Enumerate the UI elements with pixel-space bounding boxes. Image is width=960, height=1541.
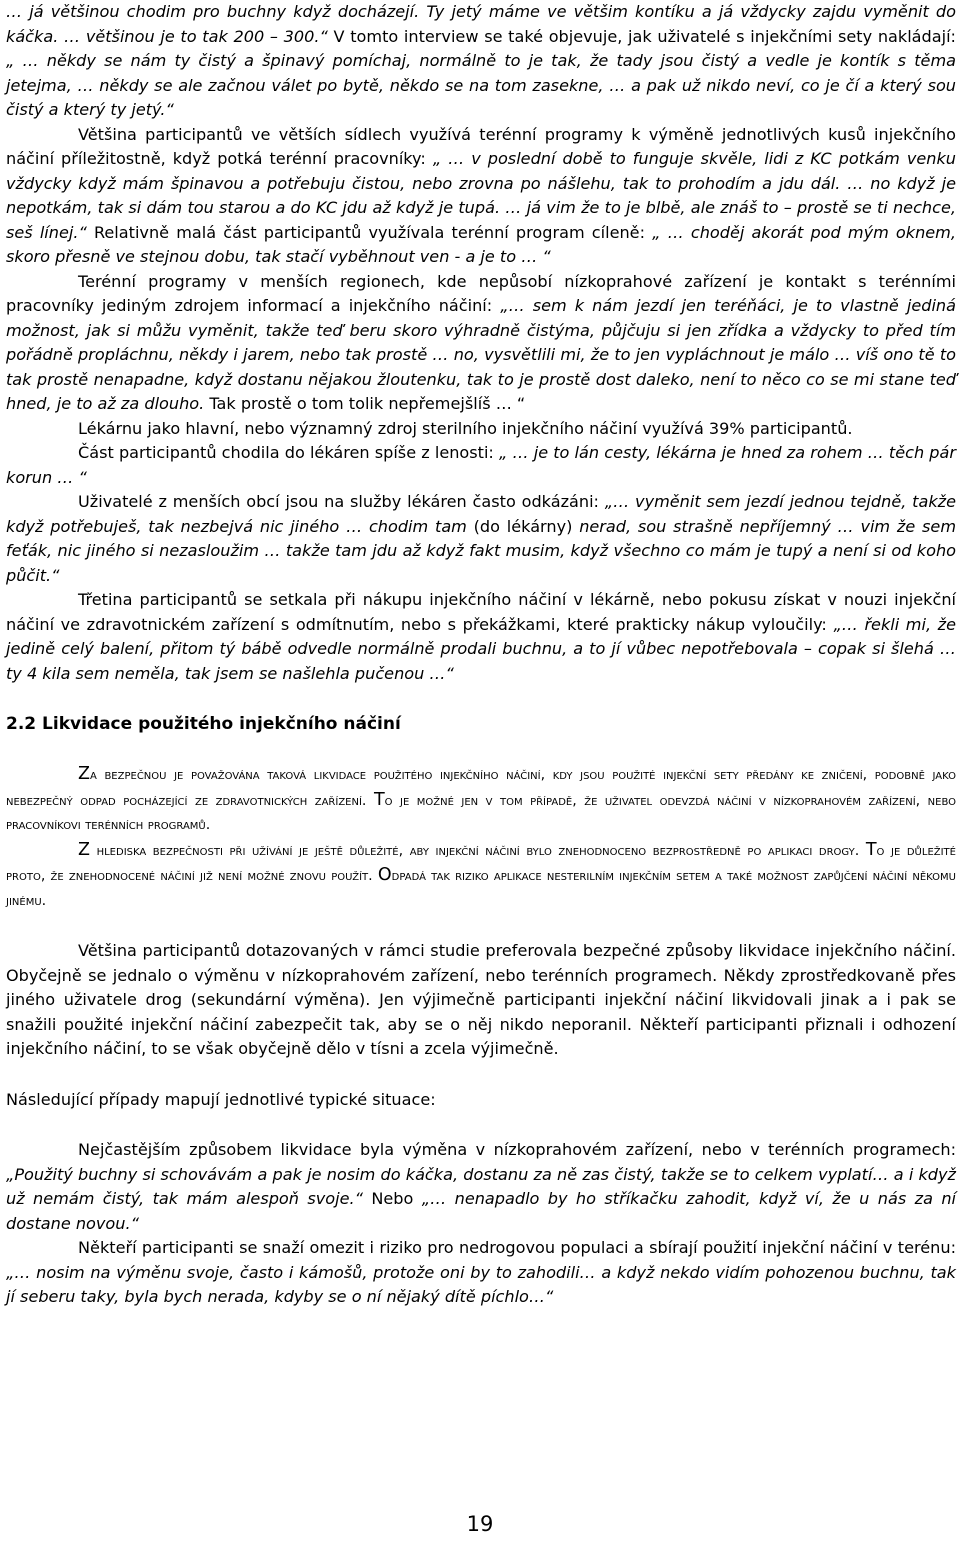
paragraph-2: [6, 123, 956, 270]
p5-run-0: Část participantů chodila do lékáren spíše z lenosti:: [78, 443, 499, 462]
p7-run-1: „… řekli mi, že jedině celý balení, přitom tý bábě odvedle normálně prodali buchnu, a to jí vůbec nepotřebovala – copak si šlehá … ty 4 kila sem neměla, tak jsem se našlehla pučenou …“: [6, 614, 956, 683]
p1-run-1: V tomto interview se také objevuje, jak uživatelé s injekčními sety nakládají:: [327, 26, 956, 46]
p5-run-1: „ … je to lán cesty, lékárna je hned za rohem … těch pár korun … “: [6, 443, 956, 487]
p6-run-1: „… vyměnit sem jezdí jednou tejdně, takže když potřebuješ, tak nezbejvá nic jiného … chodim tam: [6, 492, 956, 536]
p6-run-3: nerad, sou strašně nepříjemný … vim že sem feťák, nic jiného si nezasloužim … takže tam jdu až když fakt musim, když všechno co mám je tupý a není si od koho půčit.“: [6, 516, 957, 585]
p1-run-0: … já většinou chodim pro buchny když docházejí. Ty jetý máme ve většim kontíku a já vždycky zajdu vyměnit do káčka. … většinou je to tak 200 – 300.“: [6, 2, 956, 46]
p6-run-2: (do lékárny): [473, 516, 580, 536]
paragraph-10: [6, 1138, 956, 1236]
p6-run-0: Uživatelé z menších obcí jsou na služby lékáren často odkázáni:: [78, 492, 605, 511]
p3-run-0: Terénní programy v menších regionech, kde nepůsobí nízkoprahové zařízení je kontakt s terénními pracovníky jediným zdrojem informací a injekčního náčiní:: [6, 271, 956, 315]
paragraph-1: [6, 0, 956, 123]
p10-run-1: „Použitý buchny si schovávám a pak je nosim do káčka, dostanu za ně zas čistý, takže se to celkem vyplatí… a i když už nemám čistý, tak mám alespoň svoje.“: [6, 1164, 956, 1208]
paragraph-5: [6, 441, 956, 490]
small-caps-paragraph-2: Z hlediska bezpečnosti při užívání je ještě důležité, aby injekční náčiní bylo znehodnoceno bezprostředně po aplikaci drogy. To je důležité proto, že znehodnocené náčiní již není možné znovu použít. Odpadá tak riziko aplikace nesterilním injekčním setem a také možnost zapůjčení náčiní někomu jinému.: [6, 839, 956, 909]
p2-run-0: Většina participantů ve větších sídlech využívá terénní programy k výměně jednotlivých kusů injekčního náčiní příležitostně, když potká terénní pracovníky:: [6, 124, 956, 168]
paragraph-7: [6, 588, 956, 686]
paragraph-8: [6, 939, 956, 1062]
p7-run-0: Třetina participantů se setkala při nákupu injekčního náčiní v lékárně, nebo pokusu získat v nouzi injekční náčiní ve zdravotnickém zařízení s odmítnutím, nebo s překážkami, které prakticky nákup vyloučily:: [6, 590, 956, 634]
small-caps-paragraph-1: Za bezpečnou je považována taková likvidace použitého injekčního náčiní, kdy jsou použité injekční sety předány ke zničení, podobně jako nebezpečný odpad pocházející ze zdravotnických zařízení. To je možné jen v tom případě, že uživatel odevzdá náčiní v nízkoprahovém zařízení, nebo pracovníkovi terénních programů.: [6, 764, 956, 833]
p4-run-0: Lékárnu jako hlavní, nebo významný zdroj sterilního injekčního náčiní využívá 39% participantů.: [78, 418, 853, 438]
paragraph-9: Následující případy mapují jednotlivé typické situace:: [6, 1089, 436, 1109]
p3-run-1: „… sem k nám jezdí jen teréňáci, je to vlastně jediná možnost, jak si můžu vyměnit, takže teď beru skoro výhradně čistýma, půjčuju si jen zřídka a vždycky to před tím pořádně propláchnu, někdy i jarem, nebo tak prostě … no, vysvětlili mi, že to jen vypláchnout je málo … víš ono tě to tak prostě nenapadne, když dostanu nějakou žloutenku, tak to je prostě dost daleko, není to něco co se mi stane teď hned, je to až za dlouho.: [6, 296, 956, 413]
paragraph-6: [6, 490, 956, 588]
p1-run-2: „ … někdy se nám ty čistý a špinavý pomíchaj, normálně to je tak, že tady jsou čistý a vedle je kontík s těma jetejma, … někdy se ale začnou válet po bytě, někdo se na tom zasekne, … a pak už nikdo neví, co je čí a který sou čistý a který ty jetý.“: [6, 51, 956, 119]
p10-run-2: Nebo: [362, 1189, 422, 1208]
p8-run-0: Většina participantů dotazovaných v rámci studie preferovala bezpečné způsoby likvidace injekčního náčiní. Obyčejně se jednalo o výměnu v nízkoprahovém zařízení, nebo terénních programech. Někdy zprostředkovaně přes jiného uživatele drog (sekundární výměna). Jen výjimečně participanti injekční náčiní likvidovali jinak a i pak se snažili použité injekční náčiní zabezpečit tak, aby se o něj nikdo neporanil. Někteří participanti přiznali i odhození injekčního náčiní, to se však obyčejně dělo v tísni a zcela výjimečně.: [6, 941, 956, 1058]
p2-run-3: „ … choděj akorát pod mým oknem, skoro přesně ve stejnou dobu, tak stačí vyběhnout ven - a je to … “: [6, 222, 956, 266]
paragraph-3: [6, 270, 956, 417]
paragraph-4: [6, 417, 956, 442]
p11-run-0: Někteří participanti se snaží omezit i riziko pro nedrogovou populaci a sbírají použití injekční náčiní v terénu:: [78, 1238, 956, 1257]
p10-run-3: „… nenapadlo by ho stříkačku zahodit, když ví, že u nás za ní dostane novou.“: [6, 1189, 957, 1233]
p2-run-1: „ … v poslední době to funguje skvěle, lidi z KC potkám venku vždycky když mám špinavou a potřebuju čistou, nebo zrovna po nášlehu, tak to prohodím a jdu dál. … no když je nepotkám, tak si dám tou starou a do KC jdu až když je tupá. … já vim že to je blbě, ale znáš to – prostě se ti nechce, seš línej.“: [6, 149, 956, 242]
p10-run-0: Nejčastějším způsobem likvidace byla výměna v nízkoprahovém zařízení, nebo v terénních programech:: [78, 1140, 956, 1159]
page-number: 19: [466, 1512, 494, 1536]
p2-run-2: Relativně malá část participantů využívala terénní program cíleně:: [86, 222, 653, 242]
paragraph-11: [6, 1236, 956, 1310]
p3-run-2: Tak prostě o tom tolik nepřemejšlíš … “: [204, 394, 526, 413]
p11-run-1: „… nosim na výměnu svoje, často i kámošů, protože oni by to zahodili… a když nekdo vidím pohozenou buchnu, tak jí seberu taky, byla bych nerada, kdyby se o ní nějaký dítě píchlo…“: [6, 1262, 956, 1306]
section-heading: 2.2 Likvidace použitého injekčního náčiní: [6, 714, 401, 734]
document-page: [6, 0, 956, 1310]
